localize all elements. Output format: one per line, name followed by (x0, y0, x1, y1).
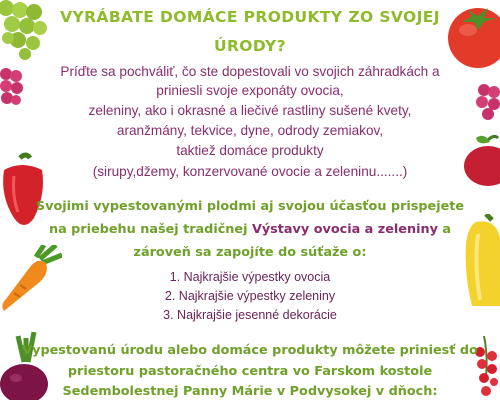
intro-line: priniesli svoje exponáty ovocia, (156, 83, 344, 98)
contest-line-3: zároveň sa zapojíte do súťaže o: (133, 245, 367, 260)
intro-line: (sirupy,džemy, konzervované ovocie a zeleninu.......) (92, 164, 408, 179)
delivery-line: Vypestovanú úrodu alebo domáce produkty môžete priniesť do (22, 343, 478, 358)
contest-line-1: Svojimi vypestovanými plodmi aj svojou účasťou prispejete (35, 199, 465, 214)
contest-text: a (437, 222, 452, 237)
delivery-line: priestoru pastoračného centra vo Farskom kostole (67, 364, 433, 379)
red-apple-icon (458, 132, 500, 188)
category-item: 2. Najkrajšie výpestky zeleniny (164, 289, 336, 303)
category-item: 3. Najkrajšie jesenné dekorácie (163, 308, 337, 322)
headline-line-1: VYRÁBATE DOMÁCE PRODUKTY ZO SVOJEJ (60, 8, 440, 26)
headline-line-2: ÚRODY? (213, 37, 287, 55)
category-item: 1. Najkrajšie výpestky ovocia (169, 270, 331, 284)
contest-line-2 (0, 222, 500, 237)
exhibition-name: Výstavy ovocia a zeleniny (251, 222, 438, 237)
intro-line: Príďte sa pochváliť, čo ste dopestovali vo svojich záhradkách a (60, 64, 440, 79)
intro-line: aranžmány, tekvice, dyne, odrody zemiakov, (116, 123, 384, 138)
delivery-line: Sedembolestnej Panny Márie v Podvysokej v dňoch: (62, 384, 438, 399)
intro-line: zeleniny, ako i okrasné a liečivé rastliny sušené kvety, (88, 103, 412, 118)
intro-line: taktiež domáce produkty (176, 143, 324, 158)
contest-text: na priebehu našej tradičnej (48, 222, 252, 237)
